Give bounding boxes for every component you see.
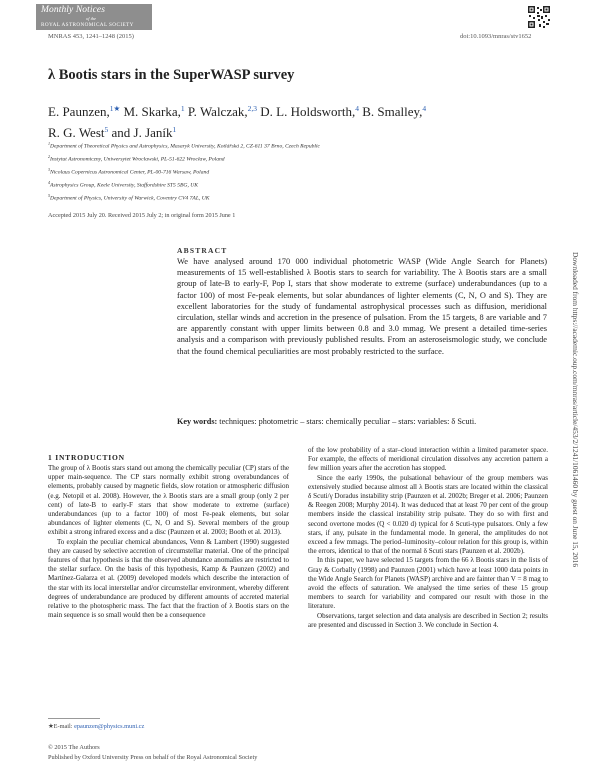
journal-citation: MNRAS 453, 1241–1248 (2015) xyxy=(48,33,134,40)
author-line-1 xyxy=(48,100,548,121)
author-name: P. Walczak, xyxy=(184,104,248,119)
affiliation-number: 5 xyxy=(48,193,50,198)
keywords xyxy=(177,417,547,426)
author-name: R. G. West xyxy=(48,125,105,140)
affiliation-text: Instytut Astronomiczny, Uniwersytet Wrocławski, PL-51-622 Wrocław, Poland xyxy=(50,156,225,163)
author-affiliation-mark[interactable]: 4 xyxy=(422,104,427,113)
journal-society: ROYAL ASTRONOMICAL SOCIETY xyxy=(41,22,134,28)
paragraph: To explain the peculiar chemical abundances, Venn & Lambert (1990) suggested they are caused by selective accretion of circumstellar material. One of the principal features of that hypothesis is that the observed abundance anomalies are restricted to the stellar surface. On the basis of this hypothesis, Kamp & Paunzen (2002) and Martínez-Galarza et al. (2009) developed models which describe the interaction of the star with its local interstellar and/or circumstellar environment, whereby different degrees of underabundance are produced by different amounts of accreted material relative to the photospheric mass. The fact that the fraction of λ Bootis stars on the main sequence is so small would then be a consequence xyxy=(48,537,289,620)
author-name: M. Skarka, xyxy=(120,104,181,119)
affiliation-item xyxy=(48,178,548,191)
section-heading-introduction: 1 INTRODUCTION xyxy=(48,453,125,462)
affiliation-item xyxy=(48,191,548,204)
footnote-rule xyxy=(48,718,100,719)
affiliation-text: Astrophysics Group, Keele University, Staffordshire ST5 5BG, UK xyxy=(50,182,199,189)
author-affiliation-mark[interactable]: 2,3 xyxy=(247,104,257,113)
paragraph: The group of λ Bootis stars stand out among the chemically peculiar (CP) stars of the upper main-sequence. The CP stars normally exhibit strong overabundances of elements, probably caused by magnetic fields, slow rotation or atmospheric diffusion (e.g. Netopil et al. 2008). However, the λ Bootis stars are a small group (only 2 per cent) of late-B to early-F stars that show moderate to extreme (surface) underabundances (up to a factor 100) of most Fe-peak elements, but solar abundances of lighter elements (C, N, O and S). Several members of the group exhibit a strong infrared excess and a disc (Paunzen et al. 2003; Booth et al. 2013). xyxy=(48,464,289,537)
affiliation-item xyxy=(48,165,548,178)
journal-of-the: of the xyxy=(86,16,97,21)
author-list xyxy=(48,100,548,142)
intro-column-1 xyxy=(48,464,289,620)
author-affiliation-mark[interactable]: 1 xyxy=(180,104,185,113)
author-name: and J. Janík xyxy=(108,125,173,140)
download-sidebar-text: Downloaded from https://academic.oup.com/mnras/article/453/2/1241/1061460 by guest on June 15, 2016 xyxy=(571,252,580,568)
email-label: ★E-mail: xyxy=(48,723,75,730)
journal-doi[interactable]: doi:10.1093/mnras/stv1652 xyxy=(460,33,532,40)
author-affiliation-mark[interactable]: 1 xyxy=(172,125,177,134)
publisher-note: Published by Oxford University Press on behalf of the Royal Astronomical Society xyxy=(48,754,258,761)
email-link[interactable]: epaunzen@physics.muni.cz xyxy=(74,723,145,730)
journal-logo xyxy=(36,4,152,30)
affiliation-list xyxy=(48,139,548,204)
paper-title: λ Bootis stars in the SuperWASP survey xyxy=(48,67,295,83)
affiliation-text: Department of Theoretical Physics and Astrophysics, Masaryk University, Kotlářská 2, CZ-611 37 Brno, Czech Republic xyxy=(50,143,321,150)
author-affiliation-mark[interactable]: 1★ xyxy=(109,104,121,113)
keywords-label: Key words: xyxy=(177,417,218,426)
affiliation-item xyxy=(48,152,548,165)
affiliation-number: 4 xyxy=(48,180,50,185)
paragraph: In this paper, we have selected 15 targets from the 66 λ Bootis stars in the lists of Gray & Corbally (1998) and Paunzen (2001) which have at least 1000 data points in the Wide Angle Search for Planets (WASP) archive and are fainter than V = 8 mag to avoid the effects of saturation. We analysed the time series of these 15 group members to search for variability and compared our result with those in the literature. xyxy=(308,556,548,611)
affiliation-number: 1 xyxy=(48,141,50,146)
journal-name: Monthly Notices xyxy=(41,5,106,15)
keywords-text: techniques: photometric – stars: chemically peculiar – stars: variables: δ Scuti. xyxy=(217,417,477,426)
author-affiliation-mark[interactable]: 5 xyxy=(104,125,109,134)
affiliation-number: 3 xyxy=(48,167,50,172)
copyright: © 2015 The Authors xyxy=(48,744,100,751)
author-name: E. Paunzen, xyxy=(48,104,110,119)
author-name: D. L. Holdsworth, xyxy=(257,104,356,119)
author-affiliation-mark[interactable]: 4 xyxy=(355,104,359,113)
abstract-text: We have analysed around 170 000 individual photometric WASP (Wide Angle Search for Planets) measurements of 15 well-established λ Bootis stars to search for variability. The λ Bootis stars are a small group of late-B to early-F, Pop I, stars that show moderate to extreme (surface) underabundances (up to a factor 100) of most Fe-peak elements, but solar abundances of lighter elements (C, N, O and S). They are excellent laboratories for the study of fundamental astrophysical processes such as diffusion, meridional circulation, stellar winds and accretion in the presence of pulsation. From the 15 targets, 8 are variable and 7 are apparently constant with upper limits between 0.8 and 3.0 mmag. We present a detailed time-series analysis and a comparison with previously published results. From an asteroseismologic study, we conclude that the found chemical peculiarities are most probably restricted to the surface. xyxy=(177,257,547,356)
affiliation-text: Nicolaus Copernicus Astronomical Center, PL-00-716 Warsaw, Poland xyxy=(50,169,210,176)
author-name: B. Smalley, xyxy=(358,104,423,119)
download-sidebar-note xyxy=(565,252,580,568)
abstract-heading: ABSTRACT xyxy=(177,246,228,255)
paragraph: Since the early 1990s, the pulsational behaviour of the group members was extensively studied because almost all λ Bootis stars are located within the classical δ Scuti/γ Doradus instability strip (Paunzen et al. 2002b; Breger et al. 2006; Paunzen & Reegen 2008; Murphy 2014). It was deduced that at least 70 per cent of the group members inside the classical instability strip pulsate. They do so with first and second overtone modes (Q < 0.020 d) typical for δ Scuti-type pulsators. Only a few stars, if any, pulsate in the fundamental mode. In general, the amplitudes do not exceed a few mmags. The period–luminosity–colour relation for this group is, within the errors, identical to that of the normal δ Scuti stars (Paunzen et al. 2002b). xyxy=(308,473,548,556)
qr-code-icon xyxy=(527,5,551,29)
affiliation-number: 2 xyxy=(48,154,50,159)
submission-dates: Accepted 2015 July 20. Received 2015 July 2; in original form 2015 June 1 xyxy=(48,212,236,219)
affiliation-item xyxy=(48,139,548,152)
footnote-email xyxy=(48,723,144,730)
affiliation-text: Department of Physics, University of Warwick, Coventry CV4 7AL, UK xyxy=(50,195,210,202)
intro-column-2 xyxy=(308,446,548,630)
paragraph: Observations, target selection and data analysis are described in Section 2; results are presented and discussed in Section 3. We conclude in Section 4. xyxy=(308,611,548,629)
paragraph: of the low probability of a star–cloud interaction within a limited parameter space. For example, the effects of meridional circulation dissolves any accretion pattern a few million years after the accretion has stopped. xyxy=(308,446,548,473)
